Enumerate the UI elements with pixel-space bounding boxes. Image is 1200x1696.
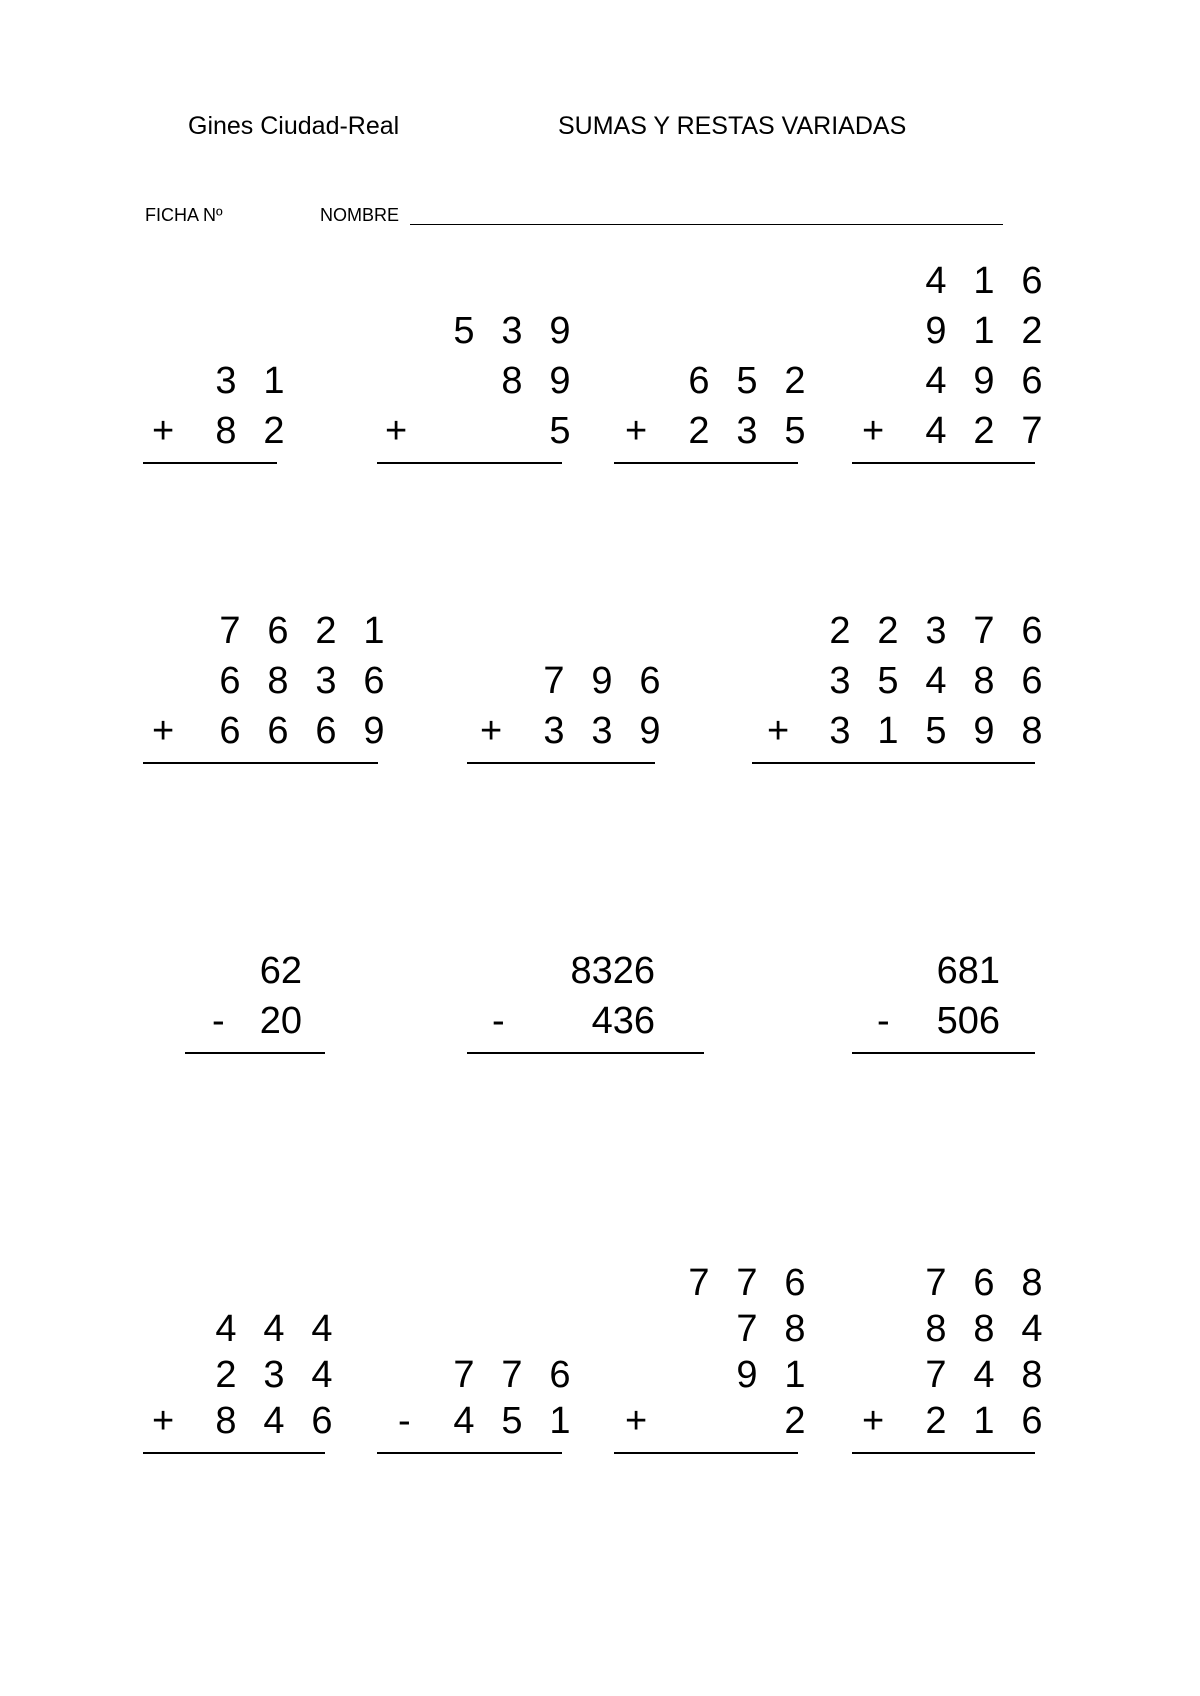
r1-p3-operator: + [625, 410, 648, 452]
r4-p1-digit: 8 [215, 1400, 237, 1442]
r1-p2-digit: 9 [549, 310, 571, 352]
r1-p2-digit: 9 [549, 360, 571, 402]
r2-p3-digit: 4 [925, 660, 947, 702]
r2-p2-result-line [467, 762, 655, 764]
r1-p1-digit: 8 [215, 410, 237, 452]
r4-p4-digit: 4 [1021, 1308, 1043, 1350]
r4-p3-result-line [614, 1452, 798, 1454]
r2-p2-answer-field[interactable] [467, 768, 655, 812]
r4-p4-digit: 4 [973, 1354, 995, 1396]
r4-p1-operator: + [152, 1400, 175, 1442]
r2-p3-digit: 3 [829, 710, 851, 752]
r2-p2-operator: + [480, 710, 503, 752]
r2-p3-digit: 3 [829, 660, 851, 702]
r4-p3-digit: 7 [736, 1308, 758, 1350]
r3-p1-operand-1: 62 [259, 950, 302, 992]
r4-p2-digit: 1 [549, 1400, 571, 1442]
r1-p4-digit: 4 [925, 260, 947, 302]
r1-p4-operator: + [862, 410, 885, 452]
r3-p3-answer-field[interactable] [852, 1058, 1035, 1102]
r4-p1-digit: 4 [263, 1400, 285, 1442]
r1-p1-digit: 2 [263, 410, 285, 452]
r1-p2-digit: 5 [549, 410, 571, 452]
r2-p1-digit: 6 [267, 610, 289, 652]
r2-p1-digit: 6 [363, 660, 385, 702]
r3-p1-result-line [185, 1052, 325, 1054]
author-name: Gines Ciudad-Real [188, 112, 400, 140]
r2-p1-digit: 9 [363, 710, 385, 752]
r3-p3-operand-1: 681 [936, 950, 1000, 992]
r4-p1-answer-field[interactable] [143, 1458, 325, 1502]
r1-p4-digit: 9 [925, 310, 947, 352]
r4-p1-digit: 4 [311, 1354, 333, 1396]
r2-p3-digit: 9 [973, 710, 995, 752]
r2-p3-digit: 8 [1021, 710, 1043, 752]
r2-p2-digit: 6 [639, 660, 661, 702]
r2-p3-digit: 5 [877, 660, 899, 702]
r1-p4-digit: 1 [973, 260, 995, 302]
r1-p1-digit: 3 [215, 360, 237, 402]
r4-p2-digit: 7 [501, 1354, 523, 1396]
r1-p4-digit: 6 [1021, 360, 1043, 402]
r4-p2-digit: 4 [453, 1400, 475, 1442]
r1-p4-result-line [852, 462, 1035, 464]
r3-p1-operand-2: 20 [259, 1000, 302, 1042]
r2-p1-digit: 6 [315, 710, 337, 752]
r4-p3-digit: 6 [784, 1262, 806, 1304]
r2-p3-result-line [752, 762, 1035, 764]
r4-p2-digit: 7 [453, 1354, 475, 1396]
r4-p4-result-line [852, 1452, 1035, 1454]
r2-p3-digit: 6 [1021, 660, 1043, 702]
r2-p3-answer-field[interactable] [752, 768, 1035, 812]
r2-p3-digit: 6 [1021, 610, 1043, 652]
r1-p3-digit: 3 [736, 410, 758, 452]
r2-p2-digit: 3 [543, 710, 565, 752]
r4-p3-digit: 8 [784, 1308, 806, 1350]
r4-p4-operator: + [862, 1400, 885, 1442]
r3-p2-answer-field[interactable] [467, 1058, 704, 1102]
r2-p3-digit: 7 [973, 610, 995, 652]
r1-p3-result-line [614, 462, 798, 464]
r3-p2-operand-2: 436 [591, 1000, 655, 1042]
r1-p3-digit: 2 [784, 360, 806, 402]
r2-p2-digit: 7 [543, 660, 565, 702]
r3-p3-result-line [852, 1052, 1035, 1054]
r2-p1-digit: 6 [267, 710, 289, 752]
r1-p4-digit: 2 [1021, 310, 1043, 352]
r1-p2-operator: + [385, 410, 408, 452]
r1-p1-operator: + [152, 410, 175, 452]
r4-p1-digit: 4 [311, 1308, 333, 1350]
r4-p3-digit: 7 [736, 1262, 758, 1304]
r4-p1-digit: 3 [263, 1354, 285, 1396]
r4-p4-digit: 1 [973, 1400, 995, 1442]
r1-p4-answer-field[interactable] [852, 468, 1035, 512]
r4-p4-digit: 8 [1021, 1262, 1043, 1304]
r2-p2-digit: 3 [591, 710, 613, 752]
r1-p1-answer-field[interactable] [143, 468, 277, 512]
r2-p1-result-line [143, 762, 378, 764]
r4-p3-digit: 1 [784, 1354, 806, 1396]
r4-p1-digit: 2 [215, 1354, 237, 1396]
r1-p4-digit: 6 [1021, 260, 1043, 302]
r1-p4-digit: 9 [973, 360, 995, 402]
r3-p1-operator: - [212, 1000, 225, 1042]
r1-p4-digit: 4 [925, 410, 947, 452]
r4-p4-digit: 8 [1021, 1354, 1043, 1396]
r4-p3-operator: + [625, 1400, 648, 1442]
r4-p4-digit: 6 [1021, 1400, 1043, 1442]
r4-p3-digit: 9 [736, 1354, 758, 1396]
r1-p4-digit: 7 [1021, 410, 1043, 452]
r1-p2-answer-field[interactable] [377, 468, 562, 512]
r4-p4-digit: 6 [973, 1262, 995, 1304]
r4-p4-digit: 7 [925, 1354, 947, 1396]
r1-p3-digit: 2 [688, 410, 710, 452]
r4-p4-digit: 7 [925, 1262, 947, 1304]
r2-p1-digit: 2 [315, 610, 337, 652]
r1-p3-digit: 5 [736, 360, 758, 402]
r2-p3-digit: 3 [925, 610, 947, 652]
r1-p4-digit: 2 [973, 410, 995, 452]
r4-p3-answer-field[interactable] [614, 1458, 798, 1502]
r4-p1-digit: 6 [311, 1400, 333, 1442]
r1-p4-digit: 4 [925, 360, 947, 402]
r4-p1-digit: 4 [263, 1308, 285, 1350]
r1-p2-digit: 5 [453, 310, 475, 352]
r2-p1-digit: 6 [219, 660, 241, 702]
r4-p2-digit: 5 [501, 1400, 523, 1442]
r2-p3-digit: 2 [829, 610, 851, 652]
r4-p4-digit: 8 [973, 1308, 995, 1350]
r2-p1-digit: 6 [219, 710, 241, 752]
r1-p1-result-line [143, 462, 277, 464]
r4-p3-digit: 7 [688, 1262, 710, 1304]
worksheet-title: SUMAS Y RESTAS VARIADAS [558, 112, 907, 140]
r4-p1-digit: 4 [215, 1308, 237, 1350]
r1-p1-digit: 1 [263, 360, 285, 402]
r4-p2-answer-field[interactable] [377, 1458, 562, 1502]
r4-p4-digit: 2 [925, 1400, 947, 1442]
r3-p3-operand-2: 506 [936, 1000, 1000, 1042]
r3-p3-operator: - [877, 1000, 890, 1042]
r1-p2-result-line [377, 462, 562, 464]
r1-p2-digit: 3 [501, 310, 523, 352]
r3-p1-answer-field[interactable] [185, 1058, 325, 1102]
r1-p3-answer-field[interactable] [614, 468, 798, 512]
r2-p3-digit: 2 [877, 610, 899, 652]
r2-p1-operator: + [152, 710, 175, 752]
r3-p2-result-line [467, 1052, 704, 1054]
r2-p3-digit: 5 [925, 710, 947, 752]
r1-p2-digit: 8 [501, 360, 523, 402]
r2-p1-digit: 3 [315, 660, 337, 702]
r4-p2-digit: 6 [549, 1354, 571, 1396]
r2-p1-digit: 8 [267, 660, 289, 702]
r3-p2-operand-1: 8326 [570, 950, 655, 992]
r4-p3-digit: 2 [784, 1400, 806, 1442]
r1-p3-digit: 5 [784, 410, 806, 452]
nombre-label: NOMBRE [320, 205, 400, 225]
r4-p2-result-line [377, 1452, 562, 1454]
r2-p3-digit: 1 [877, 710, 899, 752]
r2-p3-digit: 8 [973, 660, 995, 702]
r3-p2-operator: - [492, 1000, 505, 1042]
ficha-label: FICHA Nº [145, 205, 223, 225]
r2-p1-digit: 1 [363, 610, 385, 652]
r2-p2-digit: 9 [639, 710, 661, 752]
r4-p1-result-line [143, 1452, 325, 1454]
r2-p2-digit: 9 [591, 660, 613, 702]
r2-p3-operator: + [767, 710, 790, 752]
r2-p1-digit: 7 [219, 610, 241, 652]
r1-p4-digit: 1 [973, 310, 995, 352]
r1-p3-digit: 6 [688, 360, 710, 402]
r2-p1-answer-field[interactable] [143, 768, 378, 812]
r4-p2-operator: - [398, 1400, 411, 1442]
nombre-field-line[interactable] [410, 224, 1003, 225]
r4-p4-answer-field[interactable] [852, 1458, 1035, 1502]
r4-p4-digit: 8 [925, 1308, 947, 1350]
